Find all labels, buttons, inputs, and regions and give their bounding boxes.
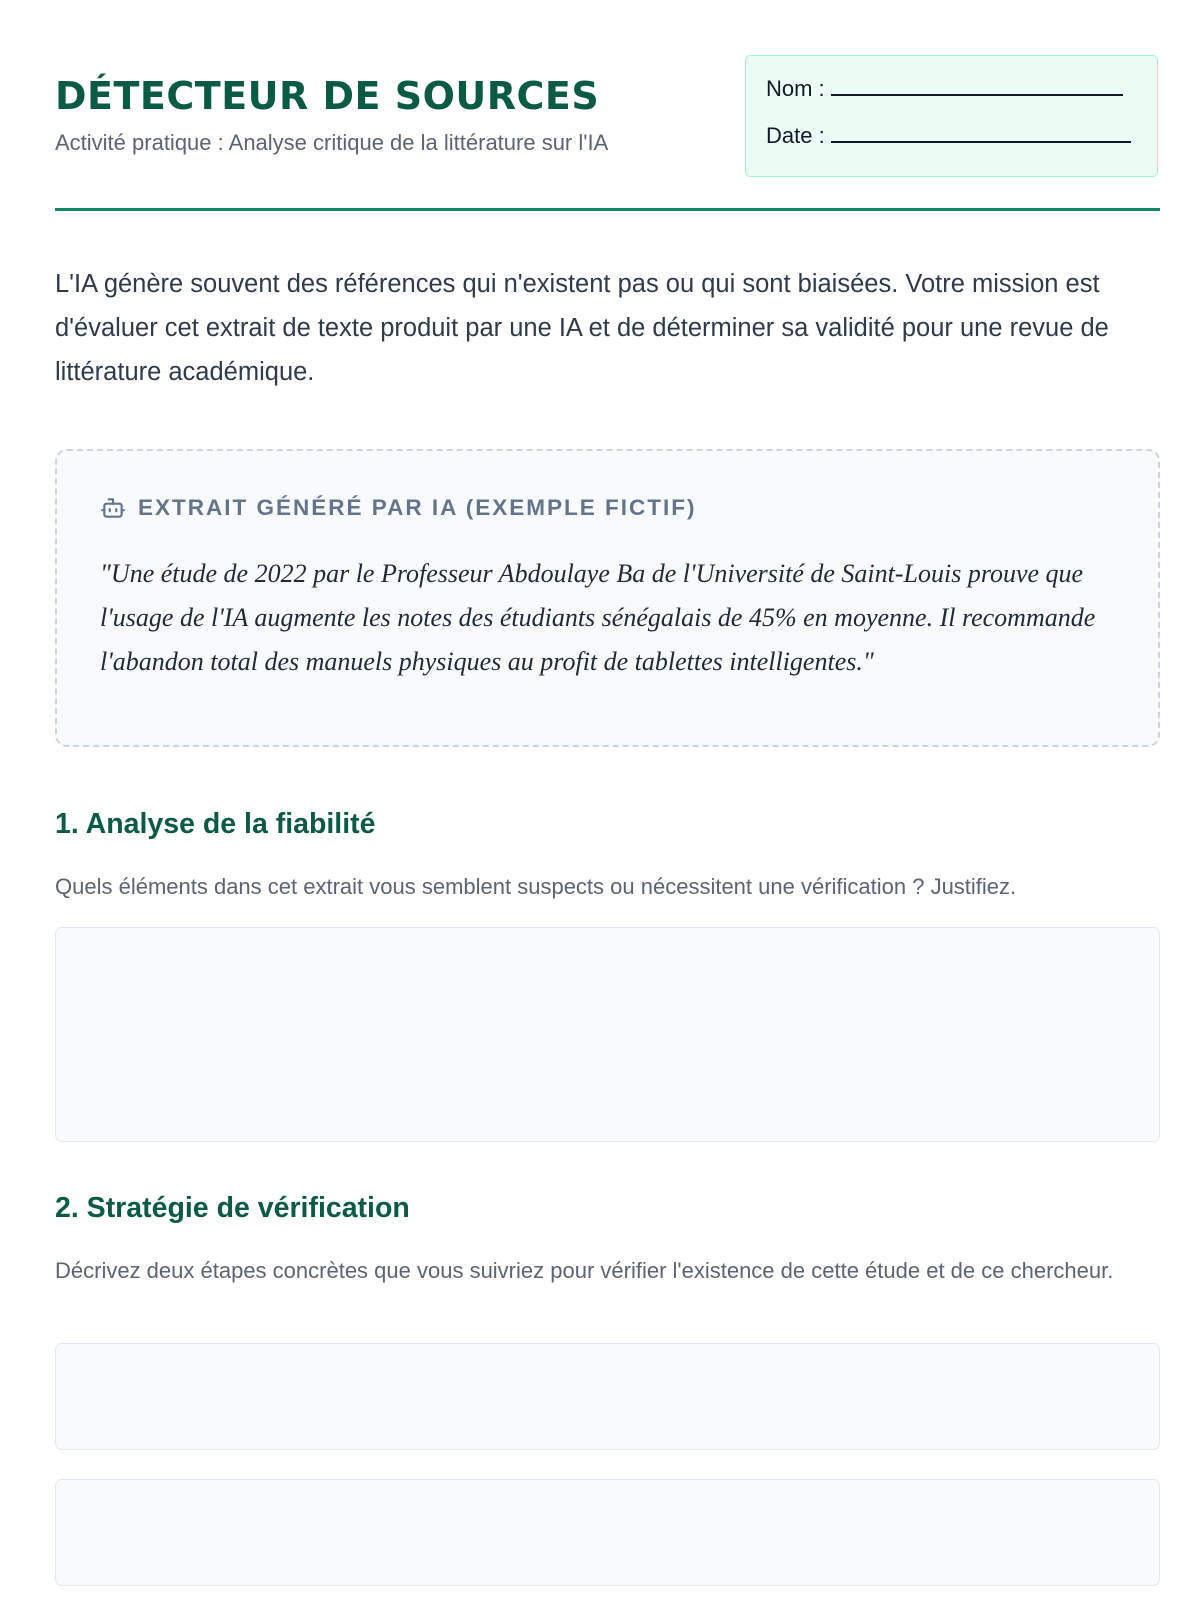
student-id-box (745, 55, 1158, 177)
robot-icon (100, 495, 126, 521)
name-line (766, 76, 1157, 123)
excerpt-label: EXTRAIT GÉNÉRÉ PAR IA (EXEMPLE FICTIF) (138, 495, 697, 520)
name-blank[interactable] (831, 76, 1123, 96)
section-prompt-verification: Décrivez deux étapes concrètes que vous suivriez pour vérifier l'existence de cette étude et de ce chercheur. (55, 1258, 1114, 1283)
worksheet-page (55, 0, 1160, 1283)
name-label: Nom : (766, 76, 825, 101)
worksheet-header (55, 0, 1160, 211)
date-blank[interactable] (831, 123, 1131, 143)
date-line (766, 123, 1157, 170)
page-title: DÉTECTEUR DE SOURCES (55, 74, 600, 118)
excerpt-header (100, 495, 697, 521)
answer-input-reliability[interactable] (55, 927, 1160, 1142)
intro-paragraph: L'IA génère souvent des références qui n'existent pas ou qui sont biaisées. Votre mission est d'évaluer cet extrait de texte produit par une IA et de déterminer sa validité pour une revue de littérature académique. (55, 270, 1109, 386)
ai-excerpt-box (55, 449, 1160, 747)
date-label: Date : (766, 123, 825, 148)
answer-input-step-1[interactable] (55, 1343, 1160, 1450)
page-subtitle: Activité pratique : Analyse critique de la littérature sur l'IA (55, 130, 609, 155)
answer-input-step-2[interactable] (55, 1479, 1160, 1586)
excerpt-quote: "Une étude de 2022 par le Professeur Abdoulaye Ba de l'Université de Saint-Louis prouve que l'usage de l'IA augmente les notes des étudiants sénégalais de 45% en moyenne. Il recommande l'abandon total des manuels physiques au profit de tablettes intelligentes." (100, 559, 1096, 676)
section-prompt-reliability: Quels éléments dans cet extrait vous semblent suspects ou nécessitent une vérification ? Justifiez. (55, 874, 1017, 899)
section-title-verification: 2. Stratégie de vérification (55, 1192, 410, 1224)
section-title-reliability: 1. Analyse de la fiabilité (55, 808, 376, 840)
